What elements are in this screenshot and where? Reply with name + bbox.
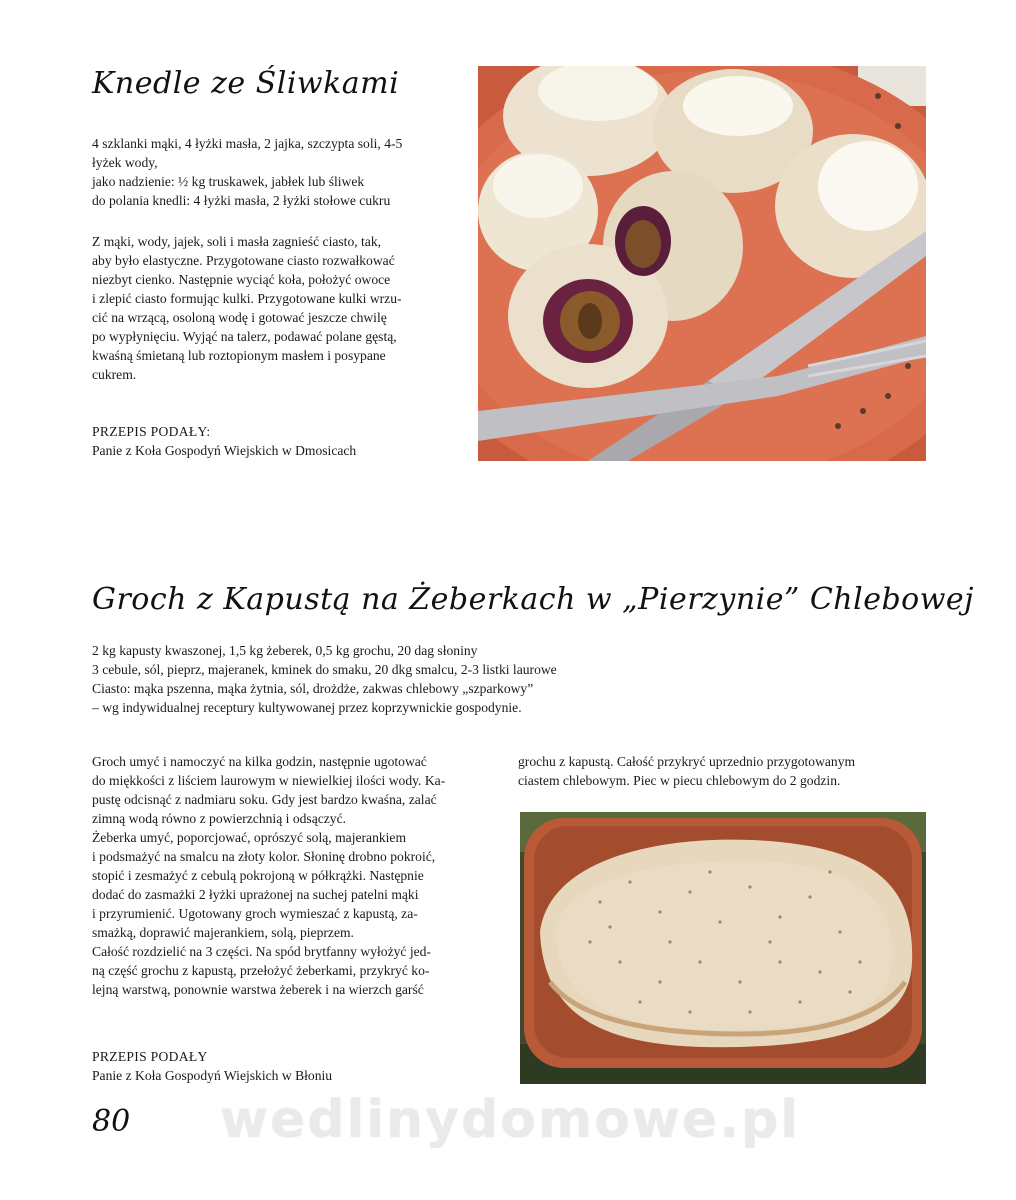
method-line: ciastem chlebowym. Piec w piecu chlebowym do 2 godzin. xyxy=(518,773,841,788)
method-line: smażką, doprawić majerankiem, solą, pieprzem. xyxy=(92,925,354,940)
recipe1-title: Knedle ze Śliwkami xyxy=(92,66,400,101)
credit-label: PRZEPIS PODAŁY xyxy=(92,1049,208,1064)
recipe2-ingredients xyxy=(92,641,792,717)
ingredient-line: – wg indywidualnej receptury kultywowanej przez koprzywnickie gospodynie. xyxy=(92,700,522,715)
method-line: ną część grochu z kapustą, przełożyć żeberkami, przykryć ko- xyxy=(92,963,430,978)
method-line: cić na wrzącą, osoloną wodę i gotować jeszcze chwilę xyxy=(92,310,387,325)
method-line: Żeberka umyć, poporcjować, oprószyć solą, majerankiem xyxy=(92,830,407,845)
credit-label: PRZEPIS PODAŁY: xyxy=(92,424,211,439)
method-line: do miękkości z liściem laurowym w niewielkiej ilości wody. Ka- xyxy=(92,773,446,788)
method-line: zimną wodą równo z powierzchnią i odsączyć. xyxy=(92,811,347,826)
credit-text: Panie z Koła Gospodyń Wiejskich w Dmosicach xyxy=(92,443,357,458)
ingredient-line: do polania knedli: 4 łyżki masła, 2 łyżki stołowe cukru xyxy=(92,193,391,208)
method-line: kwaśną śmietaną lub roztopionym masłem i posypane xyxy=(92,348,386,363)
recipe1-method xyxy=(92,232,462,384)
page-number: 80 xyxy=(92,1104,131,1139)
method-line: grochu z kapustą. Całość przykryć uprzednio przygotowanym xyxy=(518,754,856,769)
recipe2-title: Groch z Kapustą na Żeberkach w „Pierzynie” Chlebowej xyxy=(92,582,974,617)
method-line: Z mąki, wody, jajek, soli i masła zagnieść ciasto, tak, xyxy=(92,234,382,249)
bread-pan-photo xyxy=(520,812,926,1084)
ingredient-line: 4 szklanki mąki, 4 łyżki masła, 2 jajka, szczypta soli, 4-5 xyxy=(92,136,403,151)
method-line: i przyrumienić. Ugotowany groch wymieszać z kapustą, za- xyxy=(92,906,418,921)
method-line: po wypłynięciu. Wyjąć na talerz, podawać polane gęstą, xyxy=(92,329,397,344)
method-line: cukrem. xyxy=(92,367,137,382)
method-line: niezbyt cienko. Następnie wyciąć koła, położyć owoce xyxy=(92,272,391,287)
credit-text: Panie z Koła Gospodyń Wiejskich w Błoniu xyxy=(92,1068,333,1083)
method-line: lejną warstwą, ponownie warstwa żeberek i na wierzch garść xyxy=(92,982,424,997)
recipe1-ingredients xyxy=(92,134,462,210)
ingredient-line: 2 kg kapusty kwaszonej, 1,5 kg żeberek, 0,5 kg grochu, 20 dag słoniny xyxy=(92,643,478,658)
recipe2-method-left xyxy=(92,752,500,999)
ingredient-line: łyżek wody, xyxy=(92,155,158,170)
method-line: i podsmażyć na smalcu na złoty kolor. Słoninę drobno pokroić, xyxy=(92,849,436,864)
watermark: wedlinydomowe.pl xyxy=(219,1090,801,1150)
method-line: stopić i zesmażyć z cebulą pokrojoną w półkrążki. Następnie xyxy=(92,868,424,883)
recipe2-credit xyxy=(92,1047,492,1085)
ingredient-line: Ciasto: mąka pszenna, mąka żytnia, sól, drożdże, zakwas chlebowy „szparkowy” xyxy=(92,681,534,696)
method-line: i zlepić ciasto formując kulki. Przygotowane kulki wrzu- xyxy=(92,291,402,306)
method-line: Całość rozdzielić na 3 części. Na spód brytfanny wyłożyć jed- xyxy=(92,944,431,959)
method-line: pustę odcisnąć z nadmiaru soku. Gdy jest bardzo kwaśna, zalać xyxy=(92,792,437,807)
ingredient-line: 3 cebule, sól, pieprz, majeranek, kminek do smaku, 20 dkg smalcu, 2-3 listki laurowe xyxy=(92,662,557,677)
ingredient-line: jako nadzienie: ½ kg truskawek, jabłek lub śliwek xyxy=(92,174,365,189)
method-line: aby było elastyczne. Przygotowane ciasto rozwałkować xyxy=(92,253,395,268)
method-line: dodać do zasmażki 2 łyżki uprażonej na suchej patelni mąki xyxy=(92,887,419,902)
dumplings-photo xyxy=(478,66,926,461)
recipe2-method-right xyxy=(518,752,928,790)
recipe1-credit xyxy=(92,422,462,460)
method-line: Groch umyć i namoczyć na kilka godzin, następnie ugotować xyxy=(92,754,427,769)
